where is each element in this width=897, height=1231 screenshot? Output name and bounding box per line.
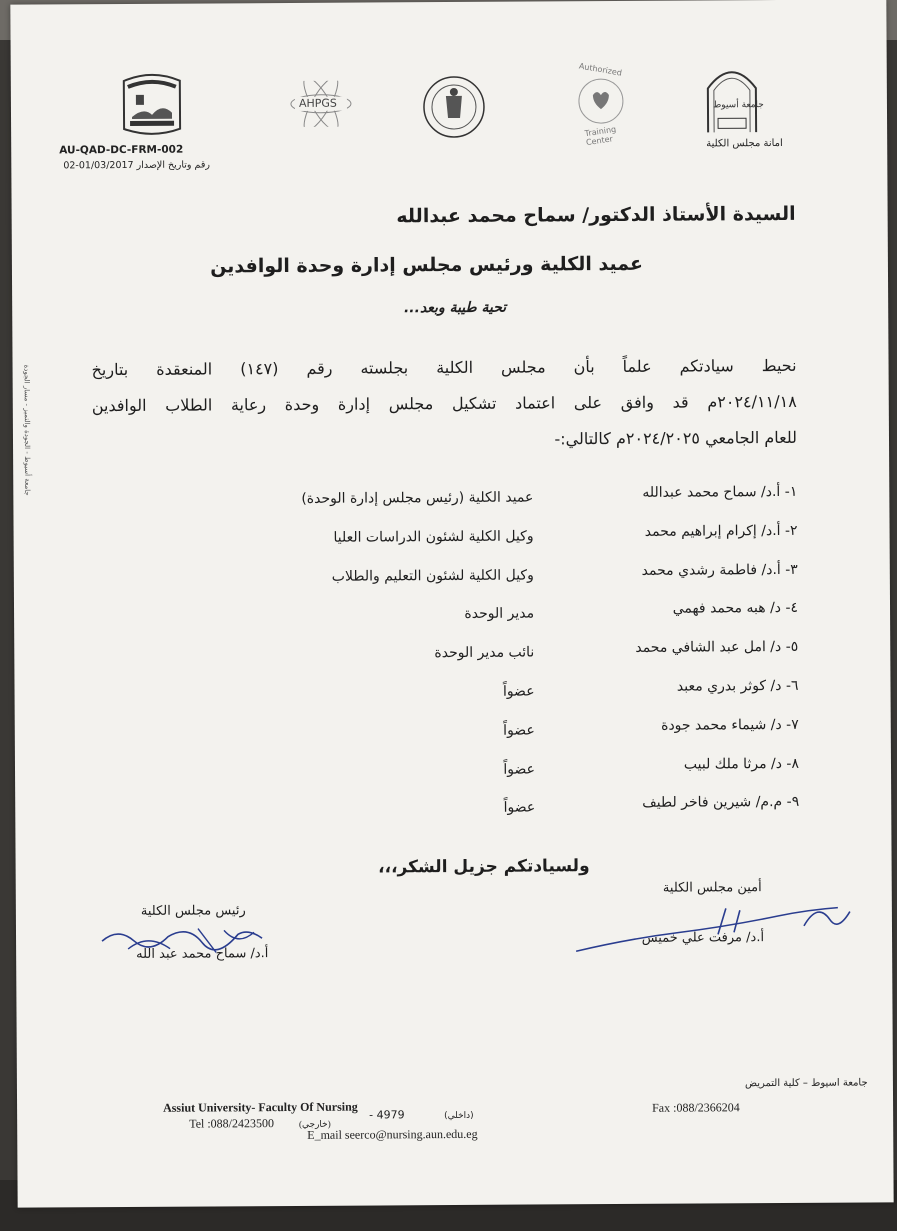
left-signatory-name: أ.د/ سماح محمد عبد الله xyxy=(136,946,269,962)
footer-fax: Fax :088/2366204 xyxy=(652,1100,740,1115)
member-name: ٣- أ.د/ فاطمة رشدي محمد xyxy=(641,561,798,579)
ahpgs-logo xyxy=(285,81,357,127)
list-item xyxy=(89,788,799,831)
letter-body xyxy=(91,348,797,460)
footer-email: E_mail seerco@nursing.aun.edu.eg xyxy=(307,1126,478,1142)
member-role: عضواً xyxy=(503,761,536,778)
member-name: ٨- د/ مرثا ملك لبيب xyxy=(683,755,800,773)
member-role: عضواً xyxy=(502,683,535,700)
addressee-line2: عميد الكلية ورئيس مجلس إدارة وحدة الوافدين xyxy=(210,252,643,278)
member-name: ٤- د/ هبه محمد فهمي xyxy=(672,600,799,618)
member-name: ٢- أ.د/ إكرام إبراهيم محمد xyxy=(644,522,798,540)
member-name: ٧- د/ شيماء محمد جودة xyxy=(661,716,799,734)
member-role: وكيل الكلية لشئون التعليم والطلاب xyxy=(331,567,534,585)
body-line1: نحيط سيادتكم علماً بأن مجلس الكلية بجلسته رقم (١٤٧) المنعقدة بتاريخ xyxy=(91,355,797,380)
form-date xyxy=(63,159,210,171)
university-logo-text: جامعة أسيوط xyxy=(712,100,764,111)
list-item xyxy=(87,478,797,521)
university-logo xyxy=(697,60,767,136)
right-signatory-name: أ.د/ مرفت علي خميس xyxy=(641,930,765,946)
footer-university: Assiut University- Faculty Of Nursing xyxy=(163,1099,358,1115)
document-page xyxy=(10,0,893,1208)
faculty-logo xyxy=(107,72,197,143)
member-role: وكيل الكلية لشئون الدراسات العليا xyxy=(333,528,534,546)
list-item xyxy=(88,633,798,676)
member-role: نائب مدير الوحدة xyxy=(434,644,535,662)
footer-external-label: (خارجي) xyxy=(298,1118,331,1129)
right-signature-scribble xyxy=(568,898,858,960)
member-name: ٦- د/ كوثر بدري معبد xyxy=(676,677,799,695)
member-role: عضواً xyxy=(503,799,536,817)
form-code: AU-QAD-DC-FRM-002 xyxy=(59,143,184,157)
training-center-label: Training Center xyxy=(584,124,617,148)
list-item xyxy=(89,749,799,792)
footer-ext-number: - 4979 xyxy=(369,1108,405,1122)
form-date-label: رقم وتاريخ الإصدار xyxy=(136,159,210,171)
side-margin-text: جامعة أسيوط - الجودة والتميز - مسار الجودة xyxy=(22,364,32,496)
member-role: مدير الوحدة xyxy=(464,605,535,623)
footer-internal-label: (داخلي) xyxy=(444,1110,474,1122)
member-name: ٥- د/ امل عبد الشافي محمد xyxy=(635,639,799,657)
list-item xyxy=(88,594,798,637)
seal-logo xyxy=(419,74,489,140)
closing-thanks: ولسيادتكم جزيل الشكر،،، xyxy=(378,856,590,878)
members-list xyxy=(87,478,799,832)
footer-extensions xyxy=(369,1108,474,1122)
authorized-label: Authorized xyxy=(578,61,623,78)
training-center-logo xyxy=(559,61,643,148)
list-item xyxy=(88,555,798,598)
body-line2: ٢٠٢٤/١١/١٨م قد وافق على اعتماد تشكيل مجلس إدارة وحدة رعاية الطلاب الوافدين xyxy=(91,391,797,416)
right-signatory-title: أمين مجلس الكلية xyxy=(662,880,762,896)
left-signatory-title: رئيس مجلس الكلية xyxy=(140,903,246,919)
member-role: عضواً xyxy=(503,722,535,739)
list-item xyxy=(89,711,799,754)
list-item xyxy=(87,517,797,560)
form-date-value: 02-01/03/2017 xyxy=(63,159,134,172)
addressee-line1: السيدة الأستاذ الدكتور/ سماح محمد عبدالله xyxy=(396,202,796,228)
council-secretariat-label: امانة مجلس الكلية xyxy=(706,137,783,150)
member-name: ٩- م.م/ شيرين فاخر لطيف xyxy=(642,794,800,812)
member-name: ١- أ.د/ سماح محمد عبدالله xyxy=(642,483,798,501)
body-line3: للعام الجامعي ٢٠٢٤/٢٠٢٥م كالتالي:- xyxy=(554,427,798,449)
ahpgs-label: AHPGS xyxy=(298,96,337,110)
footer-tel: Tel :088/2423500 xyxy=(189,1116,275,1131)
greeting: تحية طيبة وبعد... xyxy=(403,299,507,317)
member-role: عميد الكلية (رئيس مجلس إدارة الوحدة) xyxy=(301,489,534,507)
footer-faculty-arabic: جامعة اسيوط – كلية التمريض xyxy=(744,1077,868,1090)
list-item xyxy=(88,672,798,715)
